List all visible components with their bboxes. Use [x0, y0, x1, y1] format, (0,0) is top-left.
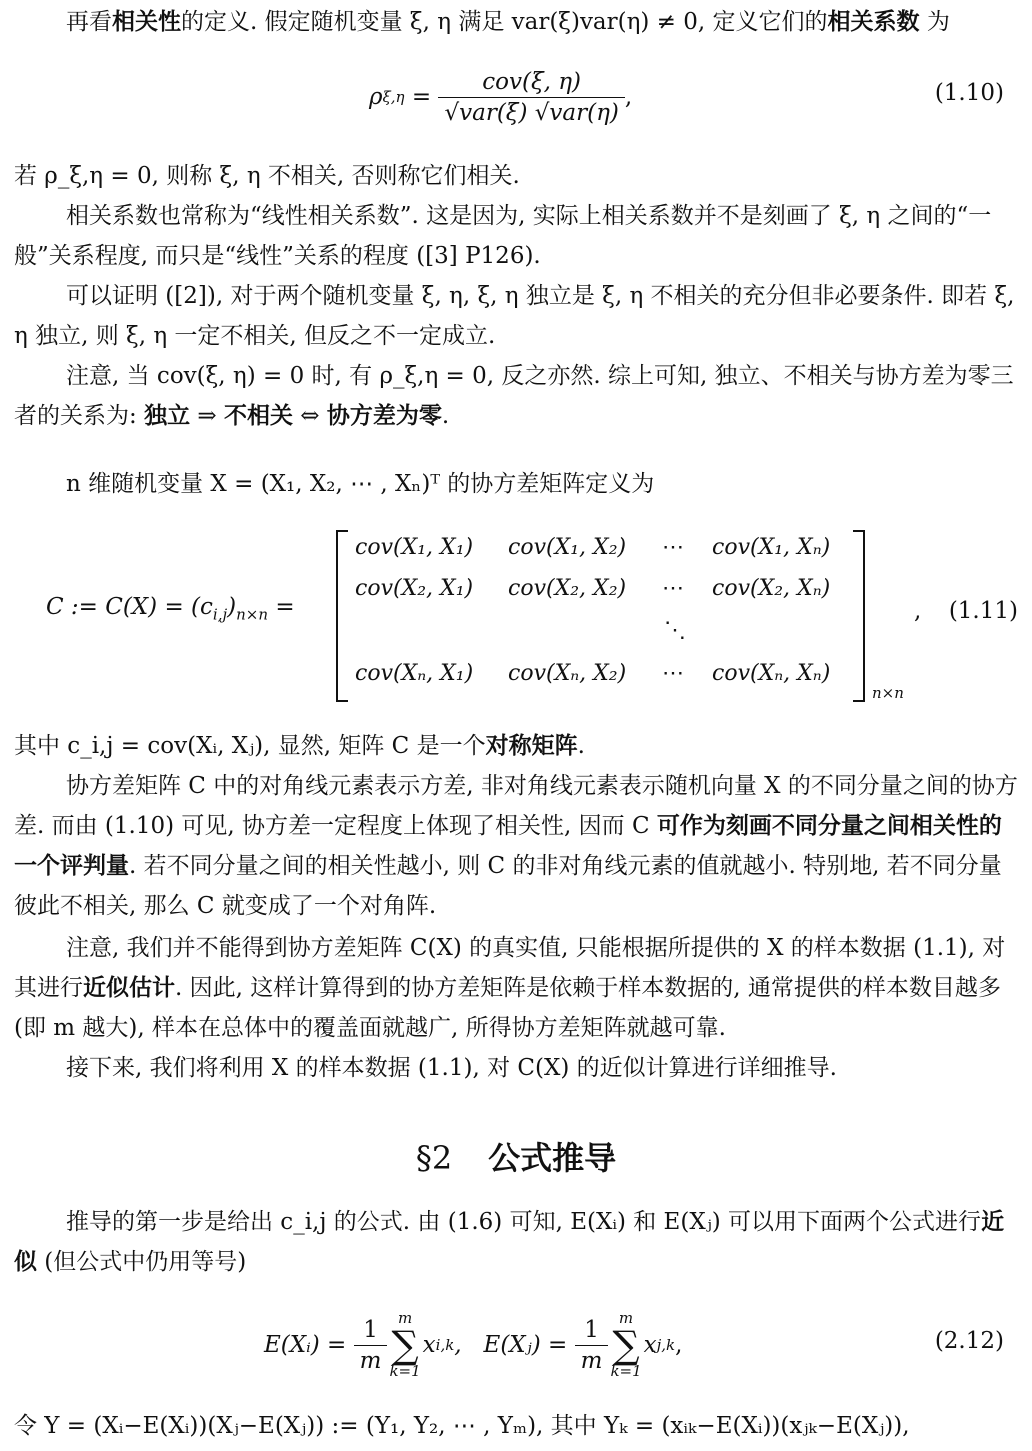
matrix-left-bracket	[336, 530, 348, 702]
expectation-xi: E(Xᵢ) =	[264, 1332, 354, 1358]
paragraph-independence	[14, 276, 1018, 356]
paragraph-next-steps	[14, 1048, 1018, 1088]
paragraph-correlation-intro	[14, 2, 1018, 42]
sum-lower-limit: k=1	[610, 1362, 642, 1380]
equals-sign: =	[268, 594, 295, 620]
text: (但公式中仍用等号)	[37, 1249, 247, 1275]
paragraph-define-y	[14, 1406, 1018, 1446]
matrix-cell: cov(Xₙ, Xₙ)	[712, 661, 831, 686]
rho-subscript: ξ,η	[382, 88, 405, 106]
equation-body	[264, 1300, 682, 1390]
numerator: 1	[363, 1316, 378, 1343]
denominator: m	[575, 1345, 609, 1374]
matrix-cell: ⋯	[662, 535, 684, 560]
paragraph-diagonal-meaning	[14, 766, 1018, 926]
summand-subscript: i,k	[435, 1336, 455, 1354]
comma: ,	[624, 84, 633, 110]
paragraph-linear-correlation	[14, 196, 1018, 276]
equation-number: (1.11)	[948, 598, 1018, 624]
matrix-cell: cov(Xₙ, X₁)	[355, 661, 474, 686]
bold-term-independent: 独立	[144, 403, 191, 429]
comma: ,	[914, 598, 922, 624]
text: 若 ρ_ξ,η = 0, 则称 ξ, η 不相关, 否则称它们相关.	[14, 163, 520, 189]
fraction-one-over-m	[575, 1317, 609, 1374]
rho-symbol: ρ	[369, 84, 383, 110]
equals-sign: =	[404, 84, 439, 110]
summand: x	[422, 1332, 436, 1358]
matrix-right-bracket	[853, 530, 865, 702]
equation-body	[369, 62, 632, 132]
numerator: cov(ξ, η)	[482, 68, 582, 95]
matrix-cell: cov(X₂, X₂)	[508, 576, 627, 601]
matrix-cell: cov(X₁, X₂)	[508, 535, 627, 560]
text: 令 Y = (Xᵢ−E(Xᵢ))(Xⱼ−E(Xⱼ)) := (Y₁, Y₂, ⋯ , Yₘ), 其中 Yₖ = (xᵢₖ−E(Xᵢ))(xⱼₖ−E(Xⱼ)),	[14, 1413, 910, 1439]
denominator: m	[354, 1345, 388, 1374]
sigma-icon: ∑	[391, 1323, 419, 1367]
equation-number: (2.12)	[934, 1328, 1004, 1354]
text: 其中 c_i,j = cov(Xᵢ, Xⱼ), 显然, 矩阵 C 是一个	[14, 733, 486, 759]
text: 可以证明 ([2]), 对于两个随机变量 ξ, η, ξ, η 独立是 ξ, η 不相关的充分但非必要条件. 即若 ξ, η 独立, 则 ξ, η 一定不相关, 但反之不一定成立.	[14, 283, 1015, 349]
bold-term-zero-covariance: 协方差为零	[326, 403, 442, 429]
lhs-paren: )	[227, 594, 237, 620]
fraction-one-over-m	[354, 1317, 388, 1374]
fraction	[438, 69, 624, 126]
bold-term-correlation-coefficient: 相关系数	[827, 9, 920, 35]
expectation-xj: , E(Xⱼ) =	[454, 1332, 575, 1358]
bold-term-evaluation-measure: 可作为刻画不同分量之间相关性的一个评判量	[14, 813, 1002, 879]
paragraph-derivation-start	[14, 1202, 1018, 1282]
text: 接下来, 我们将利用 X 的样本数据 (1.1), 对 C(X) 的近似计算进行详细推导.	[66, 1055, 837, 1081]
paragraph-estimation	[14, 928, 1018, 1048]
sum-upper-limit: m	[397, 1309, 413, 1327]
bold-term-correlation: 相关性	[112, 9, 181, 35]
numerator: 1	[584, 1316, 599, 1343]
text: . 若不同分量之间的相关性越小, 则 C 的非对角线元素的值就越小. 特别地, 若不同分量彼此不相关, 那么 C 就变成了一个对角阵.	[14, 853, 1002, 919]
summation	[389, 1311, 420, 1379]
matrix-cell: cov(Xₙ, X₂)	[508, 661, 627, 686]
summand: x	[643, 1332, 657, 1358]
text: 注意, 我们并不能得到协方差矩阵 C(X) 的真实值, 只能根据所提供的 X 的样本数据 (1.1), 对其进行	[14, 935, 1006, 1001]
text: .	[577, 733, 585, 759]
paragraph-uncorrelated-def	[14, 156, 1018, 196]
lhs-subscript: i,j	[212, 605, 228, 624]
bold-term-symmetric-matrix: 对称矩阵	[485, 733, 578, 759]
text: 的定义. 假定随机变量 ξ, η 满足 var(ξ)var(η) ≠ 0, 定义它们的	[181, 9, 828, 35]
text: .	[441, 403, 450, 429]
summand-subscript: j,k	[656, 1336, 676, 1354]
section-number: §2	[415, 1139, 453, 1177]
denominator: √var(ξ) √var(η)	[438, 97, 624, 126]
text: n 维随机变量 X = (X₁, X₂, ⋯ , Xₙ)ᵀ 的协方差矩阵定义为	[66, 471, 655, 497]
matrix-cell: cov(X₁, X₁)	[355, 535, 474, 560]
section-title: 公式推导	[488, 1139, 617, 1177]
text: 为	[919, 9, 950, 35]
matrix-cell-diagonal-dots: ⋱	[664, 618, 686, 643]
matrix-cell: cov(X₂, X₁)	[355, 576, 474, 601]
equation-number: (1.10)	[934, 80, 1004, 106]
comma: ,	[675, 1332, 683, 1358]
iff-arrow: ⇔	[292, 403, 327, 429]
sigma-icon: ∑	[612, 1323, 640, 1367]
lhs-text: C := C(X) = (c	[46, 594, 213, 620]
matrix-lhs	[46, 594, 295, 624]
matrix-cell: cov(X₁, Xₙ)	[712, 535, 831, 560]
equation-2-12	[14, 1300, 1018, 1390]
paragraph-symmetric	[14, 726, 1018, 766]
lhs-size-subscript: n×n	[236, 605, 269, 624]
matrix-cell: cov(X₂, Xₙ)	[712, 576, 831, 601]
matrix-cell: ⋯	[662, 576, 684, 601]
text: . 因此, 这样计算得到的协方差矩阵是依赖于样本数据的, 通常提供的样本数目越多 (即 m 越大), 样本在总体中的覆盖面就越广, 所得协方差矩阵就越可靠.	[14, 975, 1001, 1041]
text: 相关系数也常称为“线性相关系数”. 这是因为, 实际上相关系数并不是刻画了 ξ, η 之间的“一般”关系程度, 而只是“线性”关系的程度 ([3] P126).	[14, 203, 992, 269]
matrix-cell: ⋯	[662, 661, 684, 686]
bold-term-approximate-estimate: 近似估计	[83, 975, 175, 1001]
text: 再看	[66, 9, 112, 35]
sum-lower-limit: k=1	[389, 1362, 421, 1380]
text: 推导的第一步是给出 c_i,j 的公式. 由 (1.6) 可知, E(Xᵢ) 和 E(Xⱼ) 可以用下面两个公式进行	[66, 1209, 982, 1235]
bold-term-approximation: 近似	[14, 1209, 1005, 1275]
equation-1-10	[14, 62, 1018, 132]
summation	[610, 1311, 641, 1379]
sum-upper-limit: m	[618, 1309, 634, 1327]
text: 注意, 当 cov(ξ, η) = 0 时, 有 ρ_ξ,η = 0, 反之亦然. 综上可知, 独立、不相关与协方差为零三者的关系为:	[14, 363, 1014, 429]
paragraph-relationship	[14, 356, 1018, 436]
section-heading	[0, 1133, 1032, 1179]
paragraph-covariance-matrix-def	[14, 464, 1018, 504]
bold-term-uncorrelated: 不相关	[223, 403, 293, 429]
text: 协方差矩阵 C 中的对角线元素表示方差, 非对角线元素表示随机向量 X 的不同分量之间的协方差. 而由 (1.10) 可见, 协方差一定程度上体现了相关性, 因而 C	[14, 773, 1018, 839]
matrix-size-subscript: n×n	[872, 684, 904, 702]
implies-arrow: ⇒	[190, 403, 224, 429]
